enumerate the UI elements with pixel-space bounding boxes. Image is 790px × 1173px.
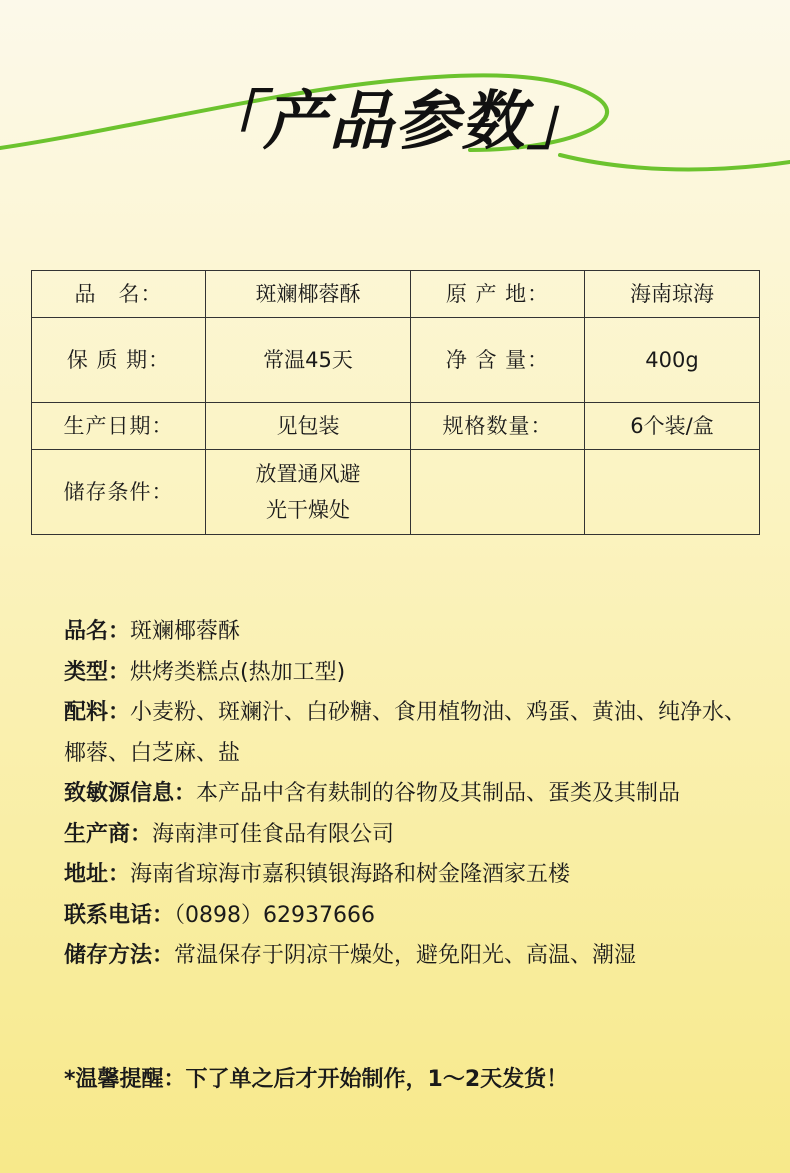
info-value: （0898）62937666 [174, 902, 375, 928]
param-empty-cell [411, 450, 585, 535]
param-label-spec: 规格数量： [411, 403, 585, 450]
param-label-origin: 原 产 地： [411, 271, 585, 318]
info-value: 常温保存于阴凉干燥处，避免阳光、高温、潮湿 [174, 943, 637, 968]
info-label: 品名： [64, 619, 131, 644]
info-label: 配料： [64, 700, 131, 725]
param-label-storage: 储存条件： [32, 450, 206, 535]
info-label: 储存方法： [64, 943, 175, 968]
info-value: 海南津可佳食品有限公司 [152, 821, 395, 847]
info-item-type [64, 653, 754, 694]
param-label-shelf-life: 保 质 期： [32, 318, 206, 403]
info-item-phone [64, 896, 754, 937]
info-value: 海南省琼海市嘉积镇银海路和树金隆酒家五楼 [130, 862, 571, 887]
product-info-list [64, 612, 754, 977]
table-row [32, 450, 760, 535]
param-value-origin: 海南琼海 [585, 271, 760, 318]
product-params-table [31, 270, 760, 535]
info-item-address [64, 855, 754, 896]
info-label: 致敏源信息： [64, 781, 197, 806]
info-value: 小麦粉、斑斓汁、白砂糖、食用植物油、鸡蛋、黄油、纯净水、椰蓉、白芝麻、盐 [64, 700, 747, 766]
param-empty-cell [585, 450, 760, 535]
page-title [0, 70, 790, 162]
param-value-name: 斑斓椰蓉酥 [206, 271, 411, 318]
info-label: 联系电话： [64, 902, 175, 928]
param-value-shelf-life: 常温45天 [206, 318, 411, 403]
info-label: 类型： [64, 659, 131, 685]
info-item-ingredients [64, 693, 754, 774]
info-item-storage-method [64, 936, 754, 977]
info-label: 生产商： [64, 821, 153, 847]
title-close-bracket: 」 [527, 85, 593, 159]
info-item-allergens [64, 774, 754, 815]
title-open-bracket: 「 [197, 85, 263, 159]
warm-reminder: *温馨提醒：下了单之后才开始制作，1～2天发货！ [64, 1067, 569, 1092]
param-value-net-weight: 400g [585, 318, 760, 403]
table-row [32, 318, 760, 403]
info-item-name [64, 612, 754, 653]
table-row [32, 403, 760, 450]
param-value-production-date: 见包装 [206, 403, 411, 450]
param-label-name: 品 名： [32, 271, 206, 318]
info-value: 烘烤类糕点(热加工型) [130, 659, 346, 685]
info-value: 本产品中含有麸制的谷物及其制品、蛋类及其制品 [196, 781, 681, 806]
info-value: 斑斓椰蓉酥 [130, 619, 241, 644]
param-label-production-date: 生产日期： [32, 403, 206, 450]
info-item-manufacturer [64, 815, 754, 856]
table-row [32, 271, 760, 318]
param-value-spec: 6个装/盒 [585, 403, 760, 450]
param-label-net-weight: 净 含 量： [411, 318, 585, 403]
info-label: 地址： [64, 862, 131, 887]
param-value-storage: 放置通风避光干燥处 [206, 450, 411, 535]
title-text: 产品参数 [263, 85, 527, 159]
